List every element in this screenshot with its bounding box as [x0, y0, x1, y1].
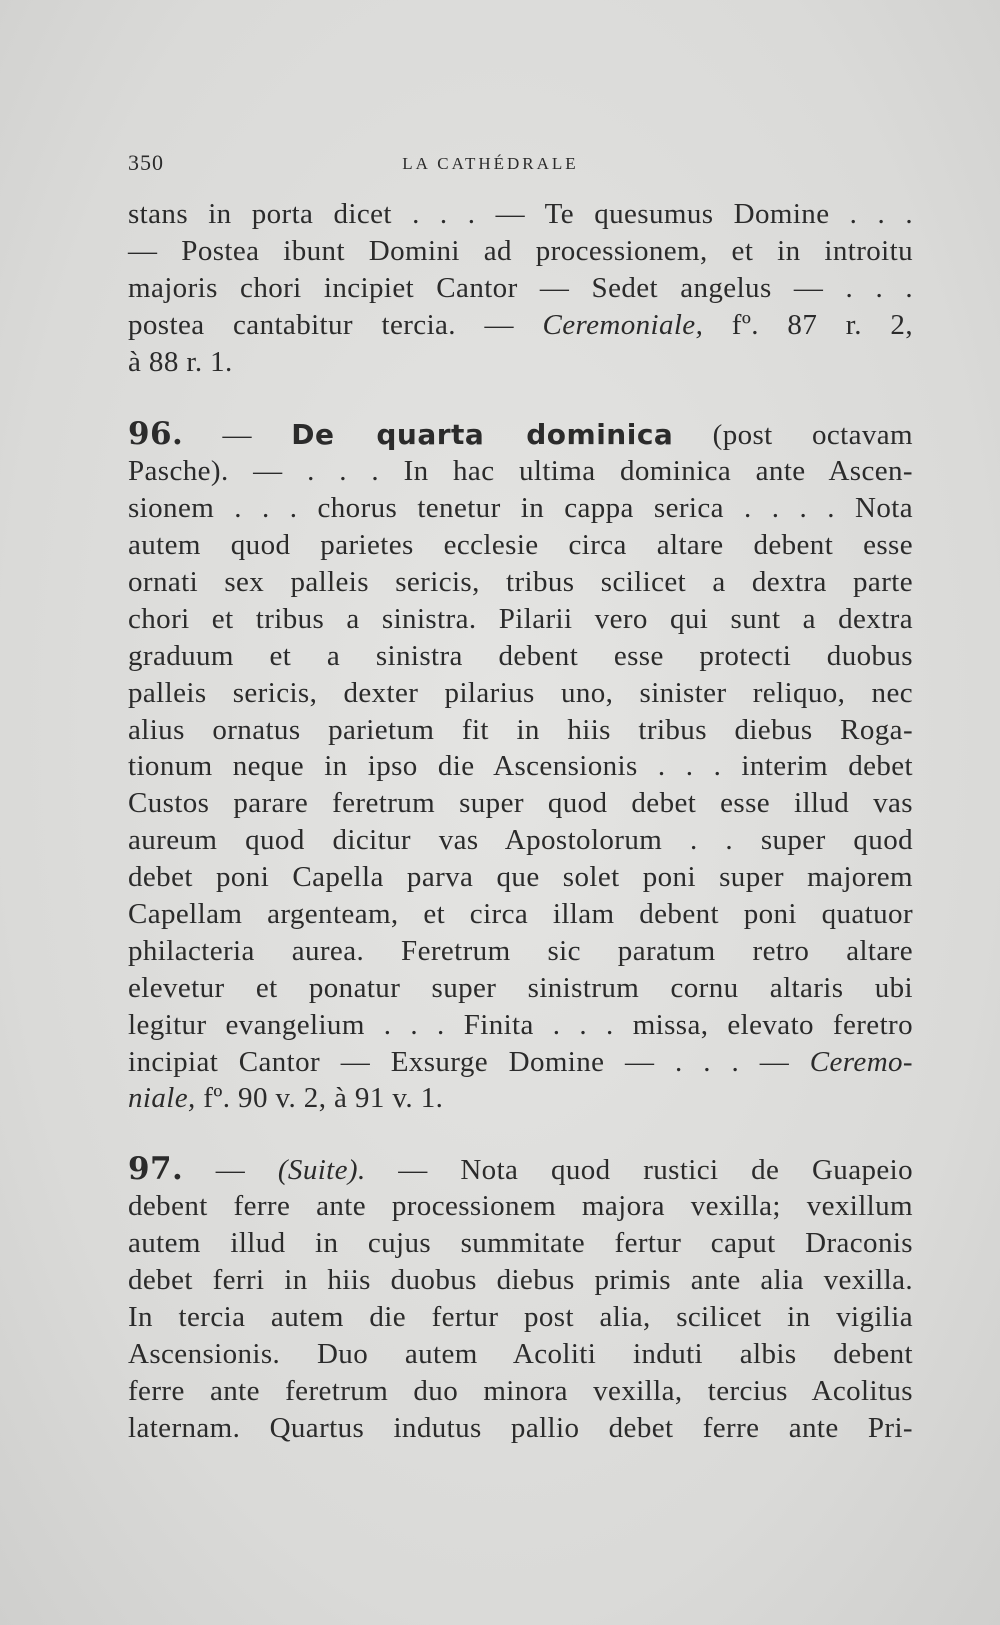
text-line: ornati sex palleis sericis, tribus scilicet a dextra parte: [128, 566, 913, 599]
text-line: laternam. Quartus indutus pallio debet ferre ante Pri-: [128, 1411, 913, 1444]
text-line: stans in porta dicet . . . — Te quesumus Domine . . .: [128, 198, 913, 230]
text-line: palleis sericis, dexter pilarius uno, sinister reliquo, nec: [128, 676, 913, 709]
section-heading-line: [128, 416, 913, 453]
text-line: Custos parare feretrum super quod debet esse illud vas: [128, 787, 913, 820]
text-line: In tercia autem die fertur post alia, scilicet in vigilia: [128, 1300, 913, 1333]
page-body: [128, 196, 913, 1447]
page-number: 350: [128, 150, 164, 175]
heading-dash: —: [215, 1154, 246, 1187]
text-line: legitur evangelium . . . Finita . . . missa, elevato feretro: [128, 1008, 913, 1041]
running-head: LA CATHÉDRALE: [402, 154, 579, 173]
citation-title-cont: niale,: [128, 1082, 196, 1115]
text-line: Ascensionis. Duo autem Acoliti induti albis debent: [128, 1337, 913, 1370]
text-fragment: postea cantabitur tercia. —: [128, 308, 514, 341]
text-line: [128, 307, 913, 344]
text-line: autem quod parietes ecclesie circa altare debent esse: [128, 529, 913, 562]
section-97: [128, 1151, 913, 1446]
text-line: alius ornatus parietum fit in hiis tribus diebus Roga-: [128, 713, 913, 746]
text-line: aureum quod dicitur vas Apostolorum . . super quod: [128, 824, 913, 857]
text-line: sionem . . . chorus tenetur in cappa serica . . . . Nota: [128, 492, 913, 525]
section-number: 97.: [128, 1151, 184, 1188]
text-line: elevetur et ponatur super sinistrum cornu altaris ubi: [128, 971, 913, 1004]
text-line: — Postea ibunt Domini ad processionem, et in introitu: [128, 234, 913, 267]
text-line: chori et tribus a sinistra. Pilarii vero qui sunt a dextra: [128, 602, 913, 635]
text-line: Capellam argenteam, et circa illam debent poni quatuor: [128, 898, 913, 931]
text-line: debent ferre ante processionem majora vexilla; vexillum: [128, 1190, 913, 1223]
text-fragment: incipiat Cantor — Exsurge Domine — . . . —: [128, 1045, 790, 1078]
page-header: [128, 150, 913, 180]
citation-title: Ceremoniale,: [542, 308, 704, 341]
text-line: autem illud in cujus summitate fertur caput Draconis: [128, 1227, 913, 1260]
citation-title: Ceremo-: [809, 1045, 913, 1078]
text-line: [128, 1044, 913, 1081]
section-gap: [128, 380, 913, 416]
text-fragment: — Nota quod rustici de Guapeio: [398, 1154, 913, 1187]
citation-reference: fº. 87 r. 2,: [731, 308, 913, 341]
text-line: [128, 1080, 913, 1117]
text-line: à 88 r. 1.: [128, 345, 233, 378]
section-title: De quarta dominica: [291, 418, 674, 452]
section-subtitle: (Suite).: [277, 1154, 366, 1187]
section-title-rest: (post octavam: [712, 419, 913, 452]
text-line: majoris chori incipiet Cantor — Sedet angelus — . . .: [128, 271, 913, 304]
citation-reference: fº. 90 v. 2, à 91 v. 1.: [203, 1082, 444, 1115]
heading-dash: —: [222, 419, 252, 452]
paragraph-continuation: [128, 196, 913, 380]
text-line: debet poni Capella parva que solet poni super majorem: [128, 861, 913, 894]
text-line: ferre ante feretrum duo minora vexilla, tercius Acolitus: [128, 1374, 913, 1407]
section-number: 96.: [128, 416, 184, 453]
text-line: graduum et a sinistra debent esse protecti duobus: [128, 639, 913, 672]
section-96: [128, 416, 913, 1117]
text-line: tionum neque in ipso die Ascensionis . . . interim debet: [128, 750, 913, 783]
text-line: debet ferri in hiis duobus diebus primis ante alia vexilla.: [128, 1264, 913, 1297]
section-gap: [128, 1117, 913, 1151]
section-heading-line: [128, 1151, 913, 1188]
text-line: Pasche). — . . . In hac ultima dominica ante Ascen-: [128, 455, 913, 488]
text-line: philacteria aurea. Feretrum sic paratum retro altare: [128, 934, 913, 967]
